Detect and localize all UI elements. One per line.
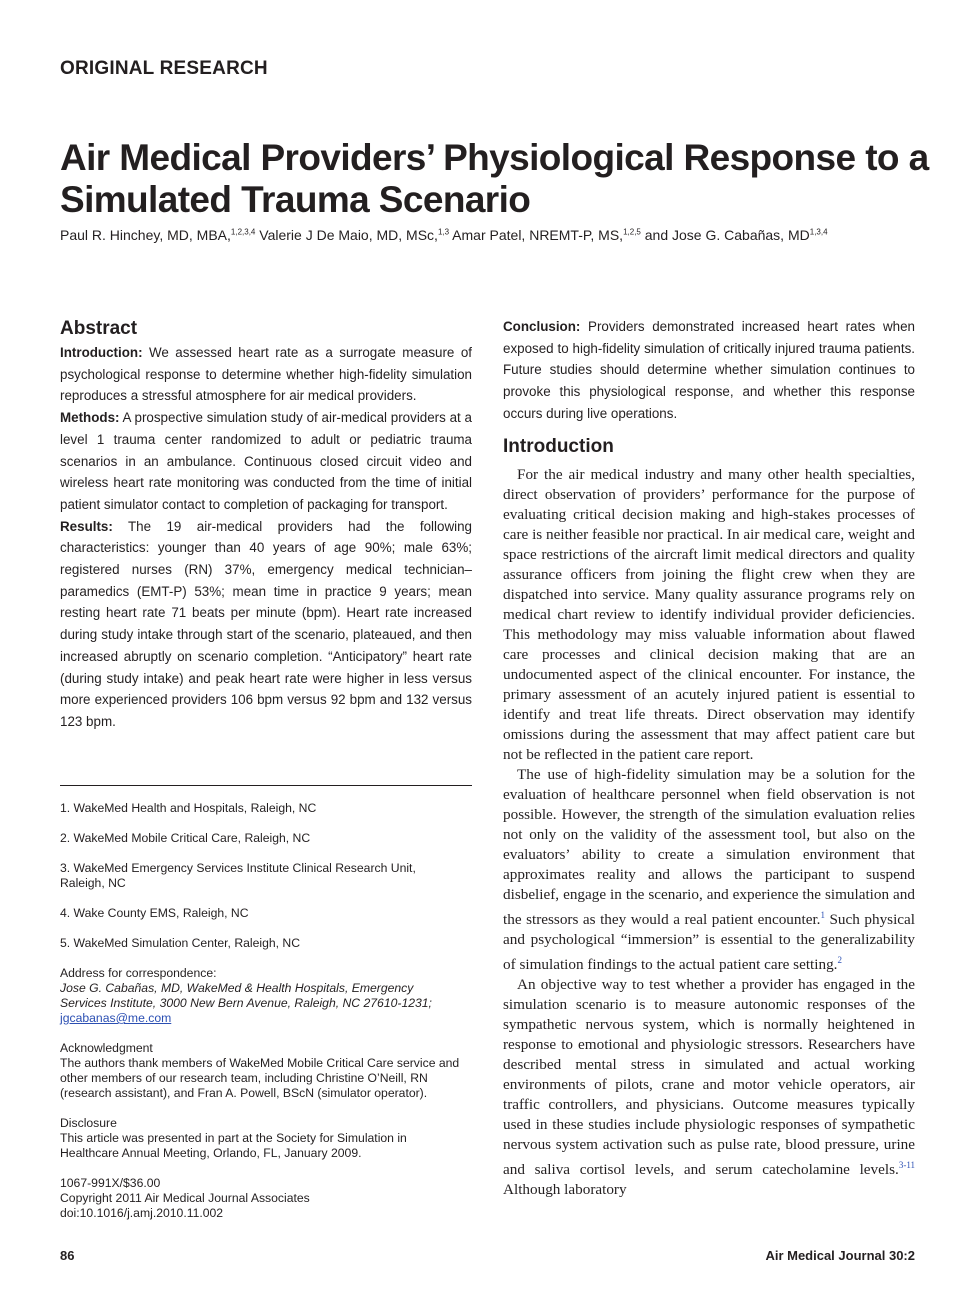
paragraph-text: The use of high-fidelity simulation may be a solution for the evaluation of healthcare personnel when field observation is not possible. However, the strength of the simulation evaluation relies not only on the validity of the assessment tool, but also on the evaluators’ ability to create a simulation environment that approximates reality and allows the participant to suspend disbelief, engage in the scenario, and experience the simulation and the stressors as they would a real patient encounter. [503,766,915,929]
abstract-results-label: Results: [60,518,113,534]
abstract-body [60,342,472,733]
section-label: ORIGINAL RESEARCH [60,58,268,79]
abstract-introduction-label: Introduction: [60,345,143,360]
abstract-methods-text: A prospective simulation study of air-medical providers at a level 1 trauma center randomized to adult or pediatric trauma scenarios in an ambulance. Continuous closed circuit video and wireless heart rate monitoring was conducted from the time of initial patient simulator contact to completion of packaging for transport. [60,410,472,512]
abstract-methods-label: Methods: [60,410,120,426]
acknowledgment-block [60,1041,472,1101]
abstract-methods [60,407,472,516]
page-number: 86 [60,1248,75,1263]
author-name: Amar Patel, NREMT-P, MS, [449,227,624,243]
disclosure-block [60,1116,472,1161]
article-title: Air Medical Providers’ Physiological Response to a Simulated Trauma Scenario [60,137,929,220]
paragraph-text: An objective way to test whether a provider has engaged in the simulation scenario is to measure autonomic responses of the sympathetic nervous system, which is normally heightened in response to emotional and physiologic stressors. Researchers have described mental stress in simulated and actual working environments of pilots, crane and motor vehicle operators, air traffic controllers, and physicians. Outcome measures typically used in these studies include physiologic responses of sympathetic nervous system activation such as pulse rate, blood pressure, urine and saliva cortisol levels, and serum catecholamine levels. [503,976,915,1179]
paragraph-text: Although laboratory [503,1181,627,1199]
abstract-introduction [60,342,472,407]
author-list [60,227,828,243]
abstract-results-text: The 19 air-medical providers had the following characteristics: younger than 40 years of age 90%; male 63%; registered nurses (RN) 37%, emergency medical technician–paramedics (EMT-P) 53%; mean time in practice 9 years; mean resting heart rate 71 beats per minute (bpm). Heart rate increased during study intake through start of the scenario, plateaued, and then increased abruptly on scenario completion. “Anticipatory” heart rate (during study intake) and peak heart rate were higher in less versus more experienced providers 106 bpm versus 92 bpm and 132 versus 123 bpm. [60,518,472,729]
paragraph-text: Such physical and psychological “immersion” is essential to the generalizability of simulation findings to the actual patient care setting. [503,911,915,974]
correspondence-label: Address for correspondence: [60,966,217,980]
copyright: Copyright 2011 Air Medical Journal Associates [60,1191,310,1205]
abstract-conclusion [503,316,915,425]
citation-link[interactable]: 3-11 [898,1160,915,1171]
disclosure-text: This article was presented in part at the Society for Simulation in Healthcare Annual Meeting, Orlando, FL, January 2009. [60,1131,407,1160]
affiliation-item: 5. WakeMed Simulation Center, Raleigh, NC [60,936,301,950]
correspondence-email-link[interactable]: jgcabanas@me.com [60,1011,172,1025]
affiliation-item: 1. WakeMed Health and Hospitals, Raleigh, NC [60,801,317,815]
acknowledgment-label: Acknowledgment [60,1041,153,1055]
introduction-paragraph [503,975,915,1200]
citation-link[interactable]: 1 [820,910,825,920]
disclosure-label: Disclosure [60,1116,117,1130]
acknowledgment-text: The authors thank members of WakeMed Mobile Critical Care service and other members of our research team, including Christine O’Neill, RN (research assistant), and Fran A. Powell, BScN (simulator operator). [60,1056,460,1100]
author-name: Paul R. Hinchey, MD, MBA, [60,227,231,243]
author-affiliation-ref: 1,2,3,4 [230,227,256,237]
author-affiliation-ref: 1,3 [437,227,450,237]
author-affiliation-ref: 1,3,4 [809,227,828,237]
correspondence-address: Jose G. Cabañas, MD, WakeMed & Health Hospitals, Emergency Services Institute, 3000 New Bern Avenue, Raleigh, NC 27610-1231; [60,981,432,1010]
introduction-body [503,465,915,1200]
publication-info [60,1176,472,1221]
issn-price: 1067-991X/$36.00 [60,1176,161,1190]
affiliation-item: 4. Wake County EMS, Raleigh, NC [60,906,249,920]
divider [60,785,472,786]
author-name: Valerie J De Maio, MD, MSc, [255,227,438,243]
doi: doi:10.1016/j.amj.2010.11.002 [60,1206,224,1220]
abstract-heading: Abstract [60,318,138,339]
abstract-conclusion-text: Providers demonstrated increased heart rates when exposed to high-fidelity simulation of critically injured trauma patients. Future studies should determine whether simulation continues to provoke this physiological response, and whether this response occurs during live operations. [503,319,915,421]
journal-footer: Air Medical Journal 30:2 [765,1248,915,1263]
abstract-conclusion-label: Conclusion: [503,319,581,334]
citation-link[interactable]: 2 [837,955,842,966]
abstract-results [60,516,472,733]
author-name: and Jose G. Cabañas, MD [640,227,810,243]
affiliation-item: 2. WakeMed Mobile Critical Care, Raleigh, NC [60,831,311,845]
abstract-introduction-text: We assessed heart rate as a surrogate measure of psychological response to determine whether high-fidelity simulation reproduces a stressful atmosphere for air medical providers. [60,345,472,404]
introduction-paragraph [503,765,915,975]
author-affiliation-ref: 1,2,5 [623,227,641,237]
introduction-paragraph: For the air medical industry and many other health specialties, direct observation of providers’ performance for the purpose of evaluating critical decision making and high-stakes processes of care is neither feasible nor practical. In air medical care, weight and space restrictions of the aircraft limit medical directors and quality assurance officers from joining the flight crew when they are dispatched into service. Many quality assurance programs rely on medical chart review to identify individual provider deficiencies. This methodology may miss valuable information about flawed care processes and clinical decision making that are an undocumented aspect of the clinical encounter. For instance, the primary assessment of an acutely injured patient is essential to identify and treat life threats. Direct observation may identify omissions during the assessment that may affect patient care but not be reflected in the patient care report. [503,466,915,763]
correspondence-block [60,966,472,1026]
affiliation-item: 3. WakeMed Emergency Services Institute Clinical Research Unit, Raleigh, NC [60,861,416,890]
introduction-heading: Introduction [503,436,614,457]
